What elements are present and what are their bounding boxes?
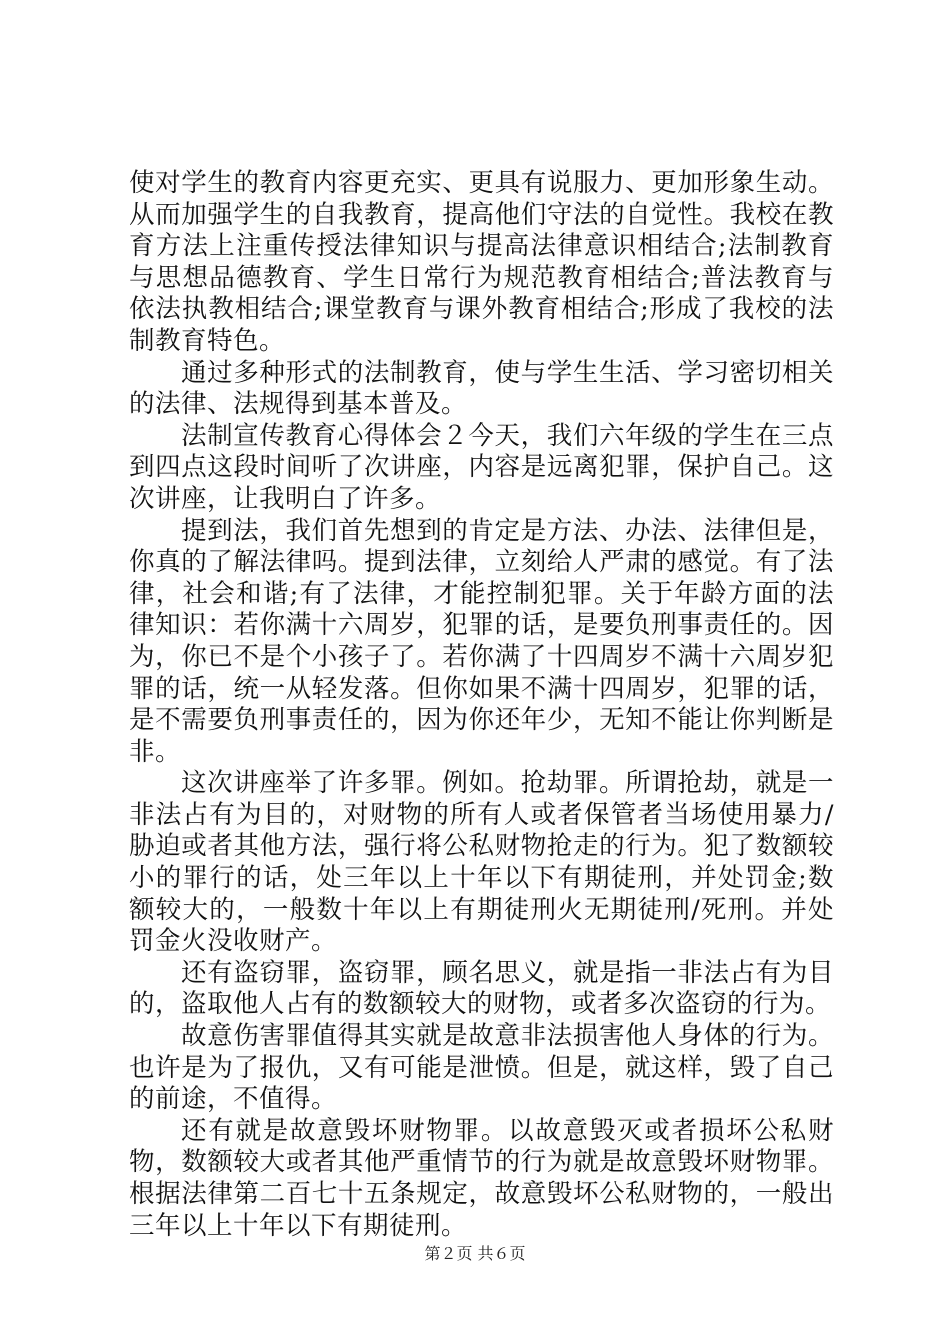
page-number-footer: 第２页 共６页 xyxy=(424,1244,526,1263)
paragraph: 提到法，我们首先想到的肯定是方法、办法、法律但是，你真的了解法律吗。提到法律，立刻给人严肃的感觉。有了法律，社会和谐;有了法律，才能控制犯罪。关于年龄方面的法律知识：若你满十六周岁，犯罪的话，是要负刑事责任的。因为，你已不是个小孩子了。若你满了十四周岁不满十六周岁犯罪的话，统一从轻发落。但你如果不满十四周岁，犯罪的话，是不需要负刑事责任的，因为你还年少，无知不能让你判断是非。 xyxy=(129,515,834,767)
paragraph-continued: 使对学生的教育内容更充实、更具有说服力、更加形象生动。从而加强学生的自我教育，提高他们守法的自觉性。我校在教育方法上注重传授法律知识与提高法律意识相结合;法制教育与思想品德教育、学生日常行为规范教育相结合;普法教育与依法执教相结合;课堂教育与课外教育相结合;形成了我校的法制教育特色。 xyxy=(129,168,834,356)
paragraph: 法制宣传教育心得体会２今天，我们六年级的学生在三点到四点这段时间听了次讲座，内容是远离犯罪，保护自己。这次讲座，让我明白了许多。 xyxy=(129,420,834,514)
paragraph: 故意伤害罪值得其实就是故意非法损害他人身体的行为。也许是为了报仇，又有可能是泄愤。但是，就这样，毁了自己的前途，不值得。 xyxy=(129,1021,834,1115)
paragraph: 通过多种形式的法制教育，使与学生生活、学习密切相关的法律、法规得到基本普及。 xyxy=(129,357,834,420)
paragraph: 这次讲座举了许多罪。例如。抢劫罪。所谓抢劫，就是一非法占有为目的，对财物的所有人或者保管者当场使用暴力/胁迫或者其他方法，强行将公私财物抢走的行为。犯了数额较小的罪行的话，处三年以上十年以下有期徒刑，并处罚金;数额较大的，一般数十年以上有期徒刑火无期徒刑/死刑。并处罚金火没收财产。 xyxy=(129,768,834,957)
paragraph: 还有盗窃罪，盗窃罪，顾名思义，就是指一非法占有为目的，盗取他人占有的数额较大的财物，或者多次盗窃的行为。 xyxy=(129,957,834,1020)
paragraph: 还有就是故意毁坏财物罪。以故意毁灭或者损坏公私财物，数额较大或者其他严重情节的行为就是故意毁坏财物罪。根据法律第二百七十五条规定，故意毁坏公私财物的，一般出三年以上十年以下有期徒刑。 xyxy=(129,1115,834,1241)
document-body xyxy=(129,168,834,1242)
